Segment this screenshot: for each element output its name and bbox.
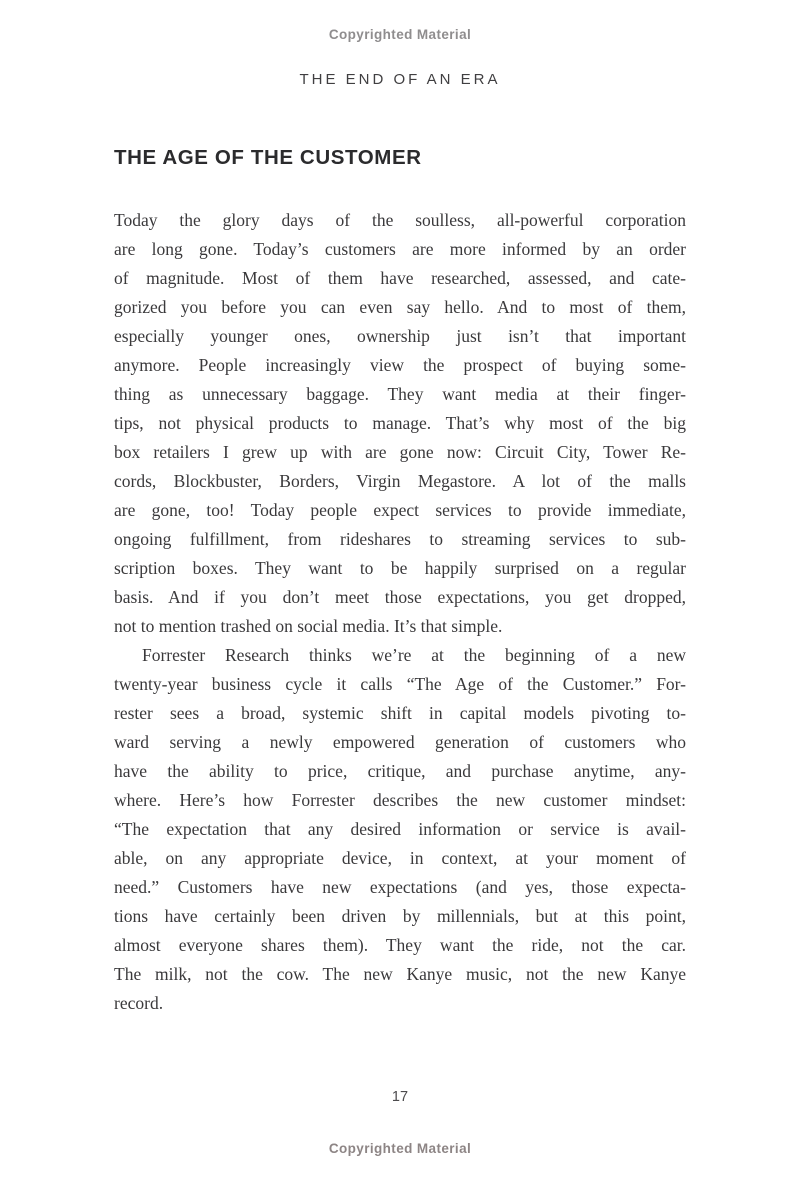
copyright-notice-top: Copyrighted Material bbox=[328, 27, 472, 42]
text-line: able, on any appropriate device, in context, at your moment of bbox=[114, 848, 686, 868]
text-line: need.” Customers have new expectations (and yes, those expecta- bbox=[114, 877, 686, 897]
text-line: tips, not physical products to manage. That’s why most of the big bbox=[114, 413, 686, 433]
text-line: twenty-year business cycle it calls “The Age of the Customer.” For- bbox=[114, 674, 686, 694]
text-line: ward serving a newly empowered generation of customers who bbox=[114, 732, 686, 752]
text-line: Today the glory days of the soulless, all-powerful corporation bbox=[114, 210, 686, 230]
text-line: anymore. People increasingly view the prospect of buying some- bbox=[114, 355, 686, 375]
text-line: where. Here’s how Forrester describes the new customer mindset: bbox=[114, 790, 686, 810]
text-line: thing as unnecessary baggage. They want media at their finger- bbox=[114, 384, 686, 404]
text-line: “The expectation that any desired information or service is avail- bbox=[114, 819, 686, 839]
text-line: gorized you before you can even say hello. And to most of them, bbox=[114, 297, 686, 317]
copyright-notice-bottom: Copyrighted Material bbox=[328, 1141, 472, 1156]
text-line: cords, Blockbuster, Borders, Virgin Megastore. A lot of the malls bbox=[114, 471, 686, 491]
text-line: tions have certainly been driven by millennials, but at this point, bbox=[114, 906, 686, 926]
running-head: THE END OF AN ERA bbox=[299, 71, 501, 88]
text-line: basis. And if you don’t meet those expectations, you get dropped, bbox=[114, 587, 686, 607]
text-line: are gone, too! Today people expect services to provide immediate, bbox=[114, 500, 686, 520]
paragraph bbox=[114, 641, 686, 1018]
text-line: have the ability to price, critique, and purchase anytime, any- bbox=[114, 761, 686, 781]
text-line: box retailers I grew up with are gone now: Circuit City, Tower Re- bbox=[114, 442, 686, 462]
text-line: rester sees a broad, systemic shift in capital models pivoting to- bbox=[114, 703, 686, 723]
page-number: 17 bbox=[391, 1089, 409, 1105]
text-line: record. bbox=[114, 993, 164, 1013]
text-line: Forrester Research thinks we’re at the beginning of a new bbox=[142, 645, 686, 665]
text-line: are long gone. Today’s customers are more informed by an order bbox=[114, 239, 686, 259]
body-text bbox=[114, 206, 686, 1018]
text-line: The milk, not the cow. The new Kanye music, not the new Kanye bbox=[114, 964, 686, 984]
text-line: scription boxes. They want to be happily surprised on a regular bbox=[114, 558, 686, 578]
paragraph bbox=[114, 206, 686, 641]
text-line: almost everyone shares them). They want the ride, not the car. bbox=[114, 935, 686, 955]
text-line: ongoing fulfillment, from rideshares to streaming services to sub- bbox=[114, 529, 686, 549]
section-heading: THE AGE OF THE CUSTOMER bbox=[114, 146, 422, 169]
text-line: especially younger ones, ownership just isn’t that important bbox=[114, 326, 686, 346]
text-line: not to mention trashed on social media. It’s that simple. bbox=[114, 616, 503, 636]
text-line: of magnitude. Most of them have researched, assessed, and cate- bbox=[114, 268, 686, 288]
